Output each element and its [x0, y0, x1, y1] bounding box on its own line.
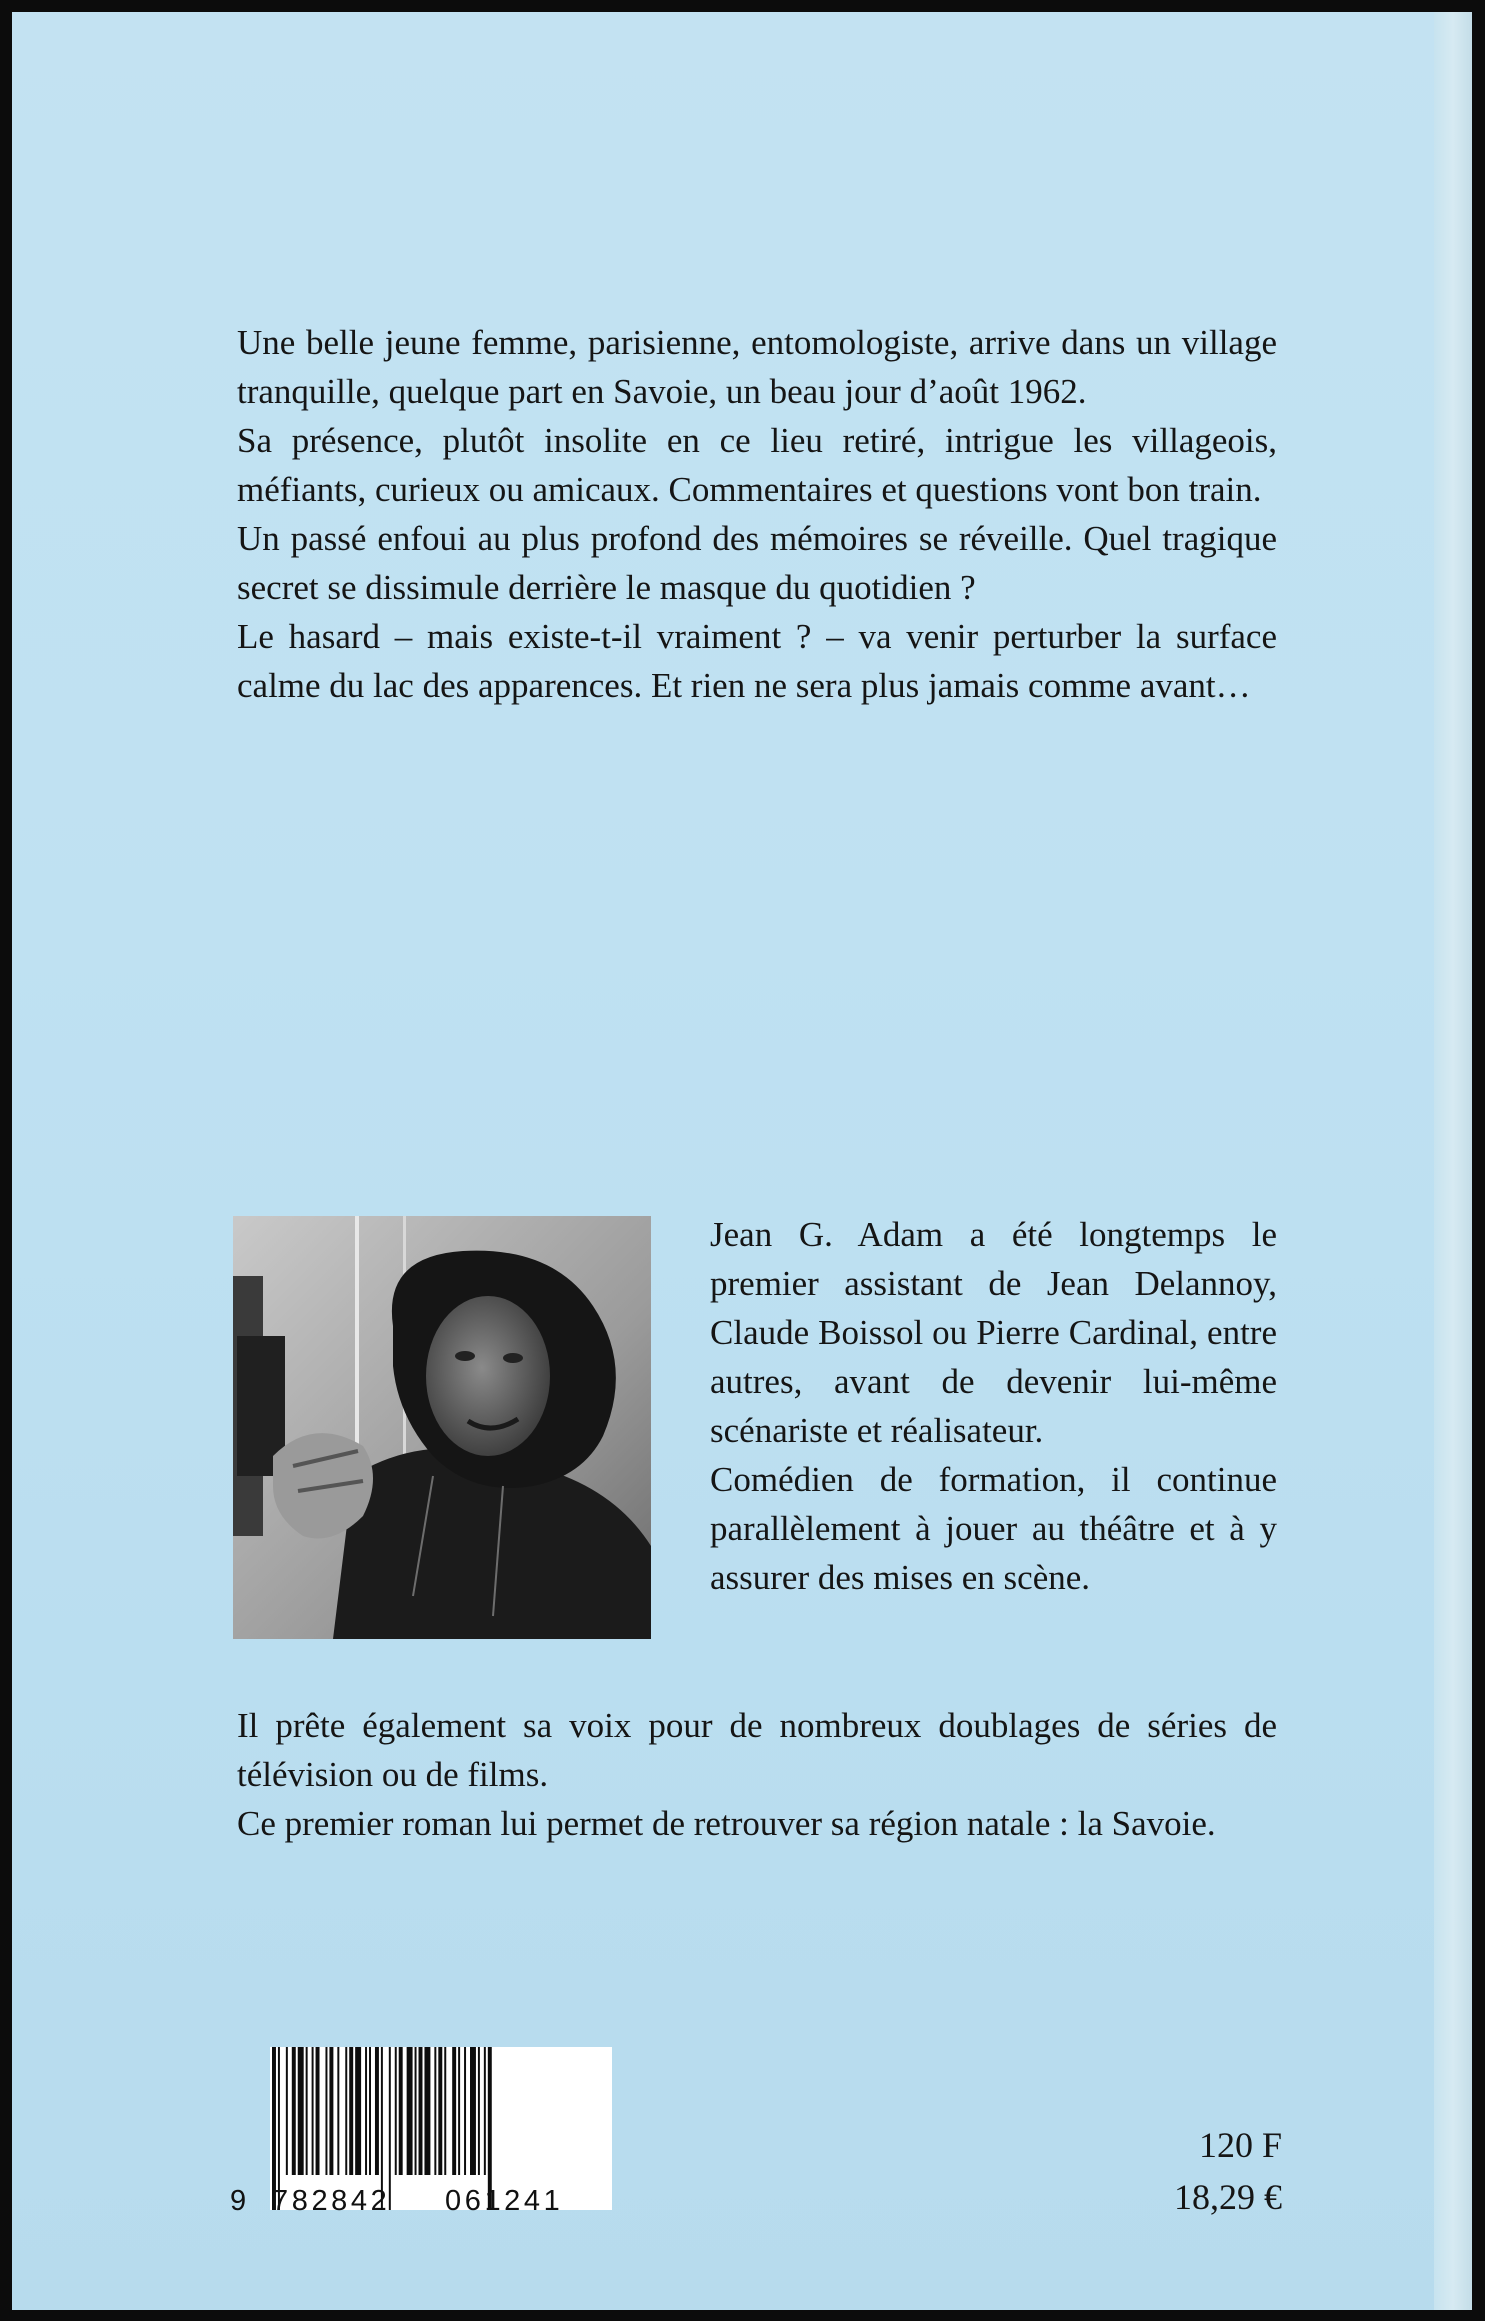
- author-bio-continued: [237, 1701, 1277, 1848]
- isbn-group-2: 061241: [445, 2185, 564, 2217]
- blurb-paragraph: Une belle jeune femme, parisienne, entomologiste, arrive dans un village tranquille, quelque part en Savoie, un beau jour d’août 1962.: [237, 323, 1277, 411]
- barcode-bar: [464, 2047, 466, 2175]
- author-bio: [710, 1210, 1277, 1602]
- barcode-bar: [478, 2047, 480, 2175]
- barcode-bar: [407, 2047, 413, 2175]
- barcode-bar: [484, 2047, 486, 2175]
- barcode-bar: [355, 2047, 361, 2175]
- barcode-bar: [325, 2047, 327, 2175]
- barcode-bar: [292, 2047, 296, 2175]
- author-photo: [233, 1216, 651, 1639]
- isbn-number: [230, 2185, 564, 2321]
- barcode-bar: [444, 2047, 446, 2175]
- barcode-bar: [306, 2047, 308, 2175]
- barcode-bar: [365, 2047, 367, 2175]
- barcode-bar: [286, 2047, 288, 2175]
- bio-paragraph: Il prête également sa voix pour de nombreux doublages de séries de télévision ou de films.: [237, 1706, 1277, 1794]
- author-portrait-image: [233, 1216, 651, 1639]
- barcode-bar: [369, 2047, 371, 2175]
- barcode-bar: [470, 2047, 476, 2175]
- blurb-paragraph: Sa présence, plutôt insolite en ce lieu retiré, intrigue les villageois, méfiants, curieux ou amicaux. Commentaires et questions vont bon train.: [237, 421, 1277, 509]
- barcode-bar: [395, 2047, 397, 2175]
- barcode-bar: [458, 2047, 460, 2175]
- blurb: [237, 318, 1277, 710]
- barcode-bar: [424, 2047, 430, 2175]
- barcode-bar: [316, 2047, 320, 2175]
- barcode-bar: [312, 2047, 314, 2175]
- barcode-bar: [329, 2047, 333, 2175]
- barcode-bar: [337, 2047, 339, 2175]
- isbn-prefix-digit: 9: [230, 2185, 248, 2217]
- barcode-bar: [349, 2047, 353, 2175]
- barcode-bar: [375, 2047, 379, 2175]
- barcode-bar: [415, 2047, 417, 2175]
- isbn-group-1: 782842: [272, 2185, 391, 2217]
- page-edge: [1434, 12, 1472, 2310]
- barcode-bar: [434, 2047, 436, 2175]
- bio-paragraph: Ce premier roman lui permet de retrouver sa région natale : la Savoie.: [237, 1804, 1216, 1843]
- barcode-bar: [345, 2047, 347, 2175]
- blurb-paragraph: Un passé enfoui au plus profond des mémoires se réveille. Quel tragique secret se dissimule derrière le masque du quotidien ?: [237, 519, 1277, 607]
- bio-paragraph: Comédien de formation, il continue parallèlement à jouer au théâtre et à y assurer des mises en scène.: [710, 1460, 1277, 1597]
- blurb-paragraph: Le hasard – mais existe-t-il vraiment ? – va venir perturber la surface calme du lac des apparences. Et rien ne sera plus jamais comme avant…: [237, 617, 1277, 705]
- barcode-bar: [298, 2047, 304, 2175]
- bio-paragraph: Jean G. Adam a été longtemps le premier assistant de Jean Delannoy, Claude Boissol ou Pierre Cardinal, entre autres, avant de devenir lui-même scénariste et réalisateur.: [710, 1215, 1277, 1450]
- barcode-bar: [452, 2047, 456, 2175]
- price-francs: 120 F: [1198, 2125, 1282, 2165]
- barcode-bar: [419, 2047, 423, 2175]
- barcode-bar: [438, 2047, 442, 2175]
- price-euros: 18,29 €: [1174, 2177, 1282, 2217]
- barcode-bar: [399, 2047, 403, 2175]
